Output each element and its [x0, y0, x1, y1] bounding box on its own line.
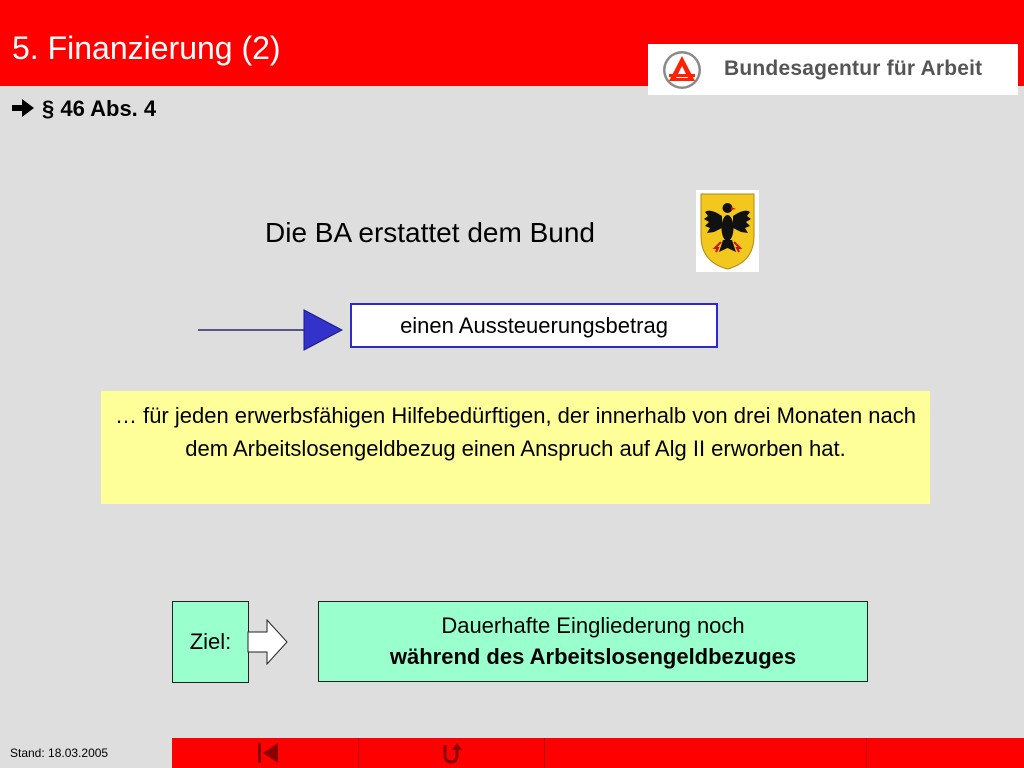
return-button[interactable]: [436, 740, 466, 766]
goal-line-2: während des Arbeitslosengeldbezuges: [389, 644, 797, 669]
goal-line-1: Dauerhafte Eingliederung noch: [441, 613, 745, 638]
logo-box: [648, 44, 1018, 95]
right-arrow-icon: [12, 96, 34, 122]
section-reference-text: § 46 Abs. 4: [42, 96, 157, 121]
goal-arrow-icon: [247, 619, 289, 665]
footer-nav-bar: [172, 738, 1024, 768]
first-slide-button[interactable]: [252, 740, 282, 766]
footer-divider: [358, 738, 359, 768]
federal-eagle-icon: [696, 190, 759, 272]
main-statement: Die BA erstattet dem Bund: [265, 217, 595, 248]
goal-description-box: [318, 601, 868, 682]
footer-divider: [866, 738, 867, 768]
pointer-arrow-icon: [196, 308, 346, 354]
first-slide-icon: [254, 741, 280, 765]
logo-text: Bundesagentur für Arbeit: [724, 57, 983, 80]
section-reference: [12, 96, 156, 122]
return-icon: [438, 741, 464, 765]
goal-label-box: Ziel:: [172, 601, 249, 683]
footer-date: Stand: 18.03.2005: [10, 746, 109, 760]
reimbursement-amount-box: einen Aussteuerungsbetrag: [350, 303, 718, 348]
ba-logo-icon: [662, 50, 702, 90]
footer-divider: [544, 738, 545, 768]
condition-text-box: … für jeden erwerbsfähigen Hilfebedürftigen, der innerhalb von drei Monaten nach dem Arbeitslosengeldbezug einen Anspruch auf Alg II erworben hat.: [101, 391, 930, 504]
slide-title: 5. Finanzierung (2): [12, 30, 281, 66]
